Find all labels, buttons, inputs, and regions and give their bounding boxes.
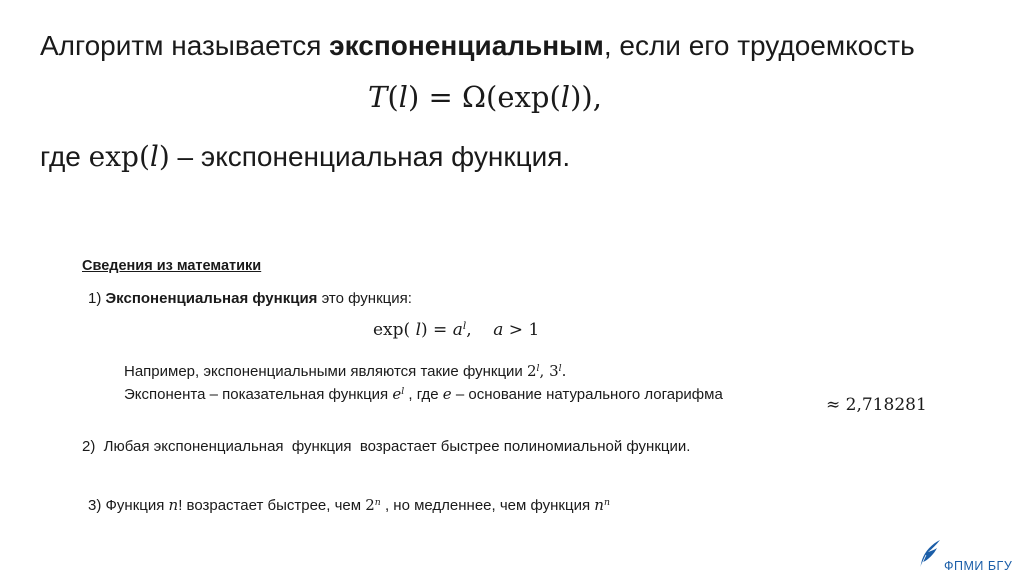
example-text: Например, экспоненциальными являются такие функции — [124, 363, 527, 380]
exp-formula — [373, 320, 539, 340]
item-3-power-n: n — [374, 496, 381, 508]
exponent-power: l — [401, 385, 405, 397]
where-prefix: где — [40, 141, 89, 172]
where-exp: exp( — [88, 140, 150, 173]
exp-formula-eq: ) = — [421, 320, 453, 340]
formula-paren-close: ) — [407, 80, 420, 114]
exp-formula-lhs: exp( — [373, 320, 416, 340]
item-1 — [88, 290, 412, 307]
item-1-rest: это функция: — [317, 290, 412, 307]
where-l: l — [149, 140, 159, 173]
exponent-text: Экспонента – показательная функция — [124, 386, 393, 403]
where-close: ) — [158, 140, 170, 173]
formula-T: T — [368, 80, 388, 114]
exp-formula-comma: , — [466, 320, 494, 340]
item-3 — [88, 496, 610, 514]
euler-approx-value: ≈ 2,718281 — [826, 395, 927, 415]
example-power-1: l — [536, 362, 540, 374]
where-text: – экспоненциальная функция. — [169, 141, 571, 172]
exponent-e2: e — [442, 385, 452, 403]
item-1-bold: Экспоненциальная функция — [105, 290, 318, 307]
headline-text-end: , если его трудоемкость — [603, 30, 915, 61]
headline-text-start: Алгоритм называется — [40, 30, 330, 61]
item-3-n2: n — [594, 496, 604, 514]
item-3-mid: , но медленнее, чем функция — [380, 497, 595, 514]
example-base-3: 3 — [549, 362, 559, 380]
item-3-n: n — [168, 496, 179, 514]
item-3-factorial-text: ! возрастает быстрее, чем — [178, 497, 366, 514]
exp-formula-l: l — [415, 320, 422, 340]
example-end: . — [561, 362, 567, 380]
formula-end: )), — [570, 80, 602, 114]
formula-omega: = Ω(exp( — [419, 80, 561, 114]
exp-formula-power: l — [462, 320, 467, 333]
example-sep: , — [539, 362, 550, 380]
example-base-2: 2 — [526, 362, 537, 380]
item-1-number: 1) — [88, 290, 106, 307]
exp-formula-a: a — [452, 320, 463, 340]
example-power-2: l — [558, 362, 562, 374]
footer-brand-text: ФПМИ БГУ — [944, 559, 1013, 573]
exp-formula-gt: > 1 — [503, 320, 540, 340]
math-section-heading: Сведения из математики — [82, 258, 262, 274]
exponent-line — [124, 385, 723, 403]
quill-feather-icon — [916, 538, 944, 570]
formula-paren-open: ( — [387, 80, 399, 114]
exp-formula-a2: a — [493, 320, 504, 340]
where-line — [40, 140, 570, 173]
exponent-e: e — [392, 385, 402, 403]
exponent-rest: – основание натурального логарифма — [451, 386, 723, 403]
example-line — [124, 362, 566, 380]
headline-bold-term: экспоненциальным — [329, 30, 604, 61]
main-formula — [368, 80, 602, 114]
slide-headline — [40, 30, 915, 62]
exponent-mid: , где — [404, 386, 443, 403]
item-3-power-n2: n — [603, 496, 610, 508]
formula-l-inner: l — [560, 80, 571, 114]
formula-l: l — [398, 80, 408, 114]
item-3-two: 2 — [365, 496, 375, 514]
item-3-start: 3) Функция — [88, 497, 169, 514]
item-2: 2) Любая экспоненциальная функция возрастает быстрее полиномиальной функции. — [82, 438, 691, 455]
